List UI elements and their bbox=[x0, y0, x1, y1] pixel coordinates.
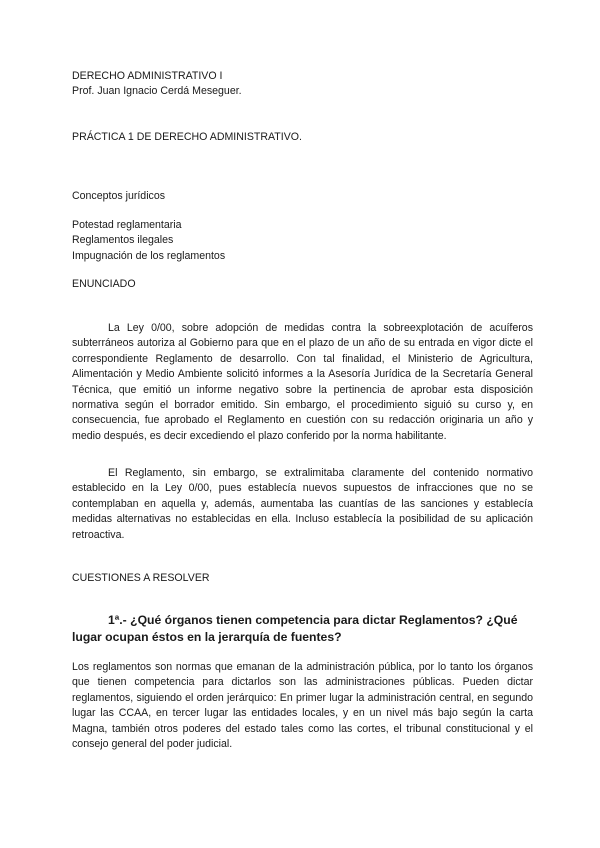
practice-title bbox=[72, 130, 532, 145]
concepts-heading bbox=[72, 189, 532, 204]
concept-item: Reglamentos ilegales bbox=[72, 234, 174, 247]
concepts-heading-text: Conceptos jurídicos bbox=[72, 190, 166, 202]
answer-1: Los reglamentos son normas que emanan de la administración pública, por lo tanto los órganos que tienen competencia para dictarlos son las administraciones públicas. Pueden dictar reglamentos, siguiendo el orden jerárquico: En primer lugar la administración central, en segundo lugar las CCAA, en tercer lugar las entidades locales, y en un nivel más bajo según la carta Magna, también otros poderes del estado tales como las cortes, el tribunal constitucional y el consejo general del poder judicial. bbox=[72, 661, 533, 751]
statement-heading-text: ENUNCIADO bbox=[72, 278, 136, 290]
document-header bbox=[72, 69, 532, 100]
concept-item: Potestad reglamentaria bbox=[72, 219, 182, 231]
statement-heading bbox=[72, 277, 532, 292]
course-title: DERECHO ADMINISTRATIVO I bbox=[72, 70, 223, 82]
questions-heading-text: CUESTIONES A RESOLVER bbox=[72, 572, 210, 584]
concept-item: Impugnación de los reglamentos bbox=[72, 249, 226, 262]
practice-title-text: PRÁCTICA 1 DE DERECHO ADMINISTRATIVO. bbox=[72, 131, 302, 143]
professor-name: Prof. Juan Ignacio Cerdá Meseguer. bbox=[72, 85, 242, 98]
statement-paragraph-1: La Ley 0/00, sobre adopción de medidas contra la sobreexplotación de acuíferos subterráneos autoriza al Gobierno para que en el plazo de un año de su entrada en vigor dicte el correspondiente Reglamento de desarrollo. Con tal finalidad, el Ministerio de Agricultura, Alimentación y Medio Ambiente solicitó informes a la Asesoría Jurídica de la Secretaría General Técnica, que emitió un informe negativo sobre la pertinencia de aprobar esta disposición normativa según el borrador emitido. Sin embargo, el procedimiento siguió su curso y, en consecuencia, fue aprobado el Reglamento en cuestión con su redacción originaria un año y medio después, es decir excediendo el plazo conferido por la norma habilitante. bbox=[72, 322, 533, 442]
question-1-text: 1ª.- ¿Qué órganos tienen competencia para dictar Reglamentos? ¿Qué lugar ocupan éstos en la jerarquía de fuentes? bbox=[72, 613, 518, 644]
questions-heading bbox=[72, 571, 532, 586]
statement-paragraph-2: El Reglamento, sin embargo, se extralimitaba claramente del contenido normativo establecido en la Ley 0/00, pues establecía nuevos supuestos de infracciones que no se contemplaban en aquella y, además, aumentaba las cuantías de las sanciones y establecía medidas alternativas no establecidas en ella. Incluso establecía la posibilidad de su aplicación retroactiva. bbox=[72, 467, 533, 541]
question-1 bbox=[72, 612, 542, 646]
concepts-list bbox=[72, 218, 532, 264]
